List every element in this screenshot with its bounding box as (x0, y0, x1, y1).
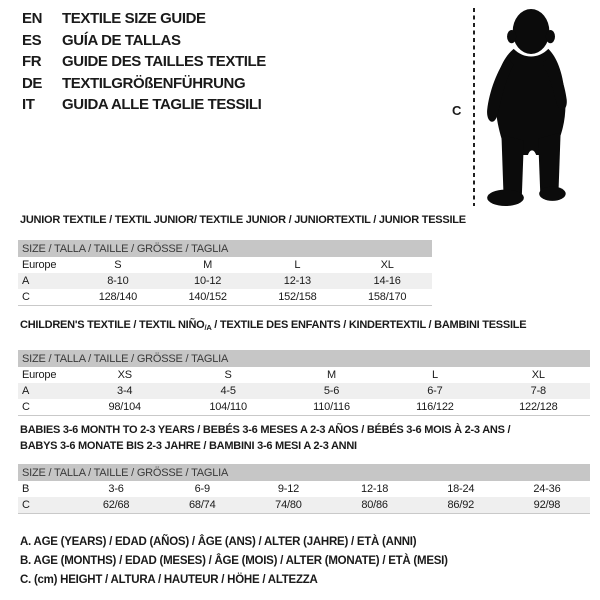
babies-table-title (20, 424, 510, 452)
table-cell: M (327, 369, 336, 381)
language-row (22, 30, 266, 52)
table-cell: 3-4 (117, 385, 133, 397)
table-row (18, 399, 590, 415)
language-label: GUIDA ALLE TAGLIE TESSILI (62, 96, 262, 113)
language-row (22, 8, 266, 30)
babies-title-line1: BABIES 3-6 MONTH TO 2-3 YEARS / BEBÉS 3-6 MESES A 2-3 AÑOS / BÉBÉS 3-6 MOIS À 2-3 ANS / (20, 424, 511, 436)
table-cell: 152/158 (278, 291, 317, 303)
table-cell: XL (531, 369, 545, 381)
language-label: TEXTILGRÖßENFÜHRUNG (62, 74, 246, 92)
size-header-band: SIZE / TALLA / TAILLE / GRÖSSE / TAGLIA (18, 464, 590, 481)
table-cell: S (114, 259, 122, 271)
row-label: C (22, 291, 30, 303)
table-cell: 18-24 (447, 483, 475, 495)
table-cell: XL (380, 259, 394, 271)
table-cell: 80/86 (361, 499, 388, 511)
table-cell: M (203, 259, 213, 271)
table-cell: 8-10 (107, 275, 129, 287)
size-header-band: SIZE / TALLA / TAILLE / GRÖSSE / TAGLIA (18, 350, 590, 367)
legend-line-a: A. AGE (YEARS) / EDAD (AÑOS) / ÂGE (ANS) / ALTER (JAHRE) / ETÀ (ANNI) (20, 536, 417, 548)
table-cell: 9-12 (277, 483, 300, 495)
junior-size-table (18, 240, 432, 306)
table-cell: 92/98 (533, 499, 561, 511)
legend-line-b: B. AGE (MONTHS) / EDAD (MESES) / ÂGE (MOIS) / ALTER (MONATE) / ETÀ (MESI) (20, 555, 448, 567)
table-cell: 122/128 (519, 401, 558, 413)
row-label: C (22, 499, 30, 511)
children-title-pre: CHILDREN'S TEXTILE / TEXTIL NIÑO (20, 319, 205, 331)
row-label: Europe (22, 259, 57, 271)
children-title-post: / TEXTILE DES ENFANTS / KINDERTEXTIL / BAMBINI TESSILE (211, 319, 527, 331)
table-cell: 98/104 (108, 401, 141, 413)
table-cell: L (431, 369, 438, 381)
language-title-list (22, 8, 266, 116)
table-cell: 10-12 (194, 275, 222, 287)
language-code: FR (22, 53, 42, 70)
table-cell: 68/74 (188, 499, 216, 511)
language-label: GUÍA DE TALLAS (62, 31, 181, 49)
row-label: A (22, 275, 30, 287)
language-label: GUIDE DES TAILLES TEXTILE (62, 53, 266, 70)
table-cell: S (224, 369, 232, 381)
table-cell: 12-18 (361, 483, 389, 495)
language-label: TEXTILE SIZE GUIDE (62, 10, 206, 27)
table-cell: 7-8 (530, 385, 546, 397)
language-row (22, 73, 266, 95)
row-label: A (22, 385, 30, 397)
language-code: DE (22, 74, 43, 92)
row-label: B (22, 483, 30, 495)
table-row (18, 273, 432, 289)
table-cell: 14-16 (373, 275, 401, 287)
row-label: Europe (22, 369, 57, 381)
size-header-band: SIZE / TALLA / TAILLE / GRÖSSE / TAGLIA (18, 240, 432, 257)
table-cell: XS (117, 369, 132, 381)
table-cell: L (294, 259, 301, 271)
table-cell: 104/110 (209, 401, 247, 413)
table-cell: 62/68 (102, 499, 130, 511)
row-label: C (22, 401, 30, 413)
table-cell: 12-13 (283, 275, 311, 287)
height-measure-dashed-line (473, 8, 475, 206)
table-cell: 110/116 (313, 401, 350, 413)
children-size-table (18, 350, 590, 416)
babies-title-line2: BABYS 3-6 MONATE BIS 2-3 JAHRE / BAMBINI 3-6 MESI A 2-3 ANNI (20, 440, 357, 452)
legend-line-c: C. (cm) HEIGHT / ALTURA / HAUTEUR / HÖHE / ALTEZZA (20, 574, 318, 586)
table-row (18, 367, 590, 383)
junior-table-title: JUNIOR TEXTILE / TEXTIL JUNIOR/ TEXTILE JUNIOR / JUNIORTEXTIL / JUNIOR TESSILE (20, 214, 466, 226)
children-title-sub: /A (204, 323, 212, 332)
table-row (18, 257, 432, 273)
toddler-silhouette-icon (482, 6, 578, 208)
table-cell: 6-7 (427, 385, 443, 397)
table-row (18, 289, 432, 305)
language-code: IT (22, 96, 35, 113)
table-cell: 24-36 (533, 483, 561, 495)
measure-legend (20, 533, 448, 590)
table-cell: 116/122 (416, 401, 454, 413)
table-row (18, 383, 590, 399)
language-code: ES (22, 31, 42, 49)
babies-size-table (18, 464, 590, 514)
children-table-title (20, 319, 526, 332)
language-row (22, 94, 266, 116)
height-measure-label: C (452, 103, 462, 118)
table-cell: 128/140 (98, 291, 138, 303)
table-row (18, 481, 590, 497)
table-cell: 6-9 (194, 483, 210, 495)
table-cell: 158/170 (367, 291, 407, 303)
table-row (18, 497, 590, 513)
table-cell: 140/152 (188, 291, 227, 303)
table-cell: 3-6 (108, 483, 124, 495)
table-cell: 4-5 (220, 385, 236, 397)
table-cell: 86/92 (447, 499, 475, 511)
table-cell: 5-6 (323, 385, 340, 397)
table-cell: 74/80 (275, 499, 302, 511)
language-code: EN (22, 10, 43, 27)
language-row (22, 51, 266, 73)
